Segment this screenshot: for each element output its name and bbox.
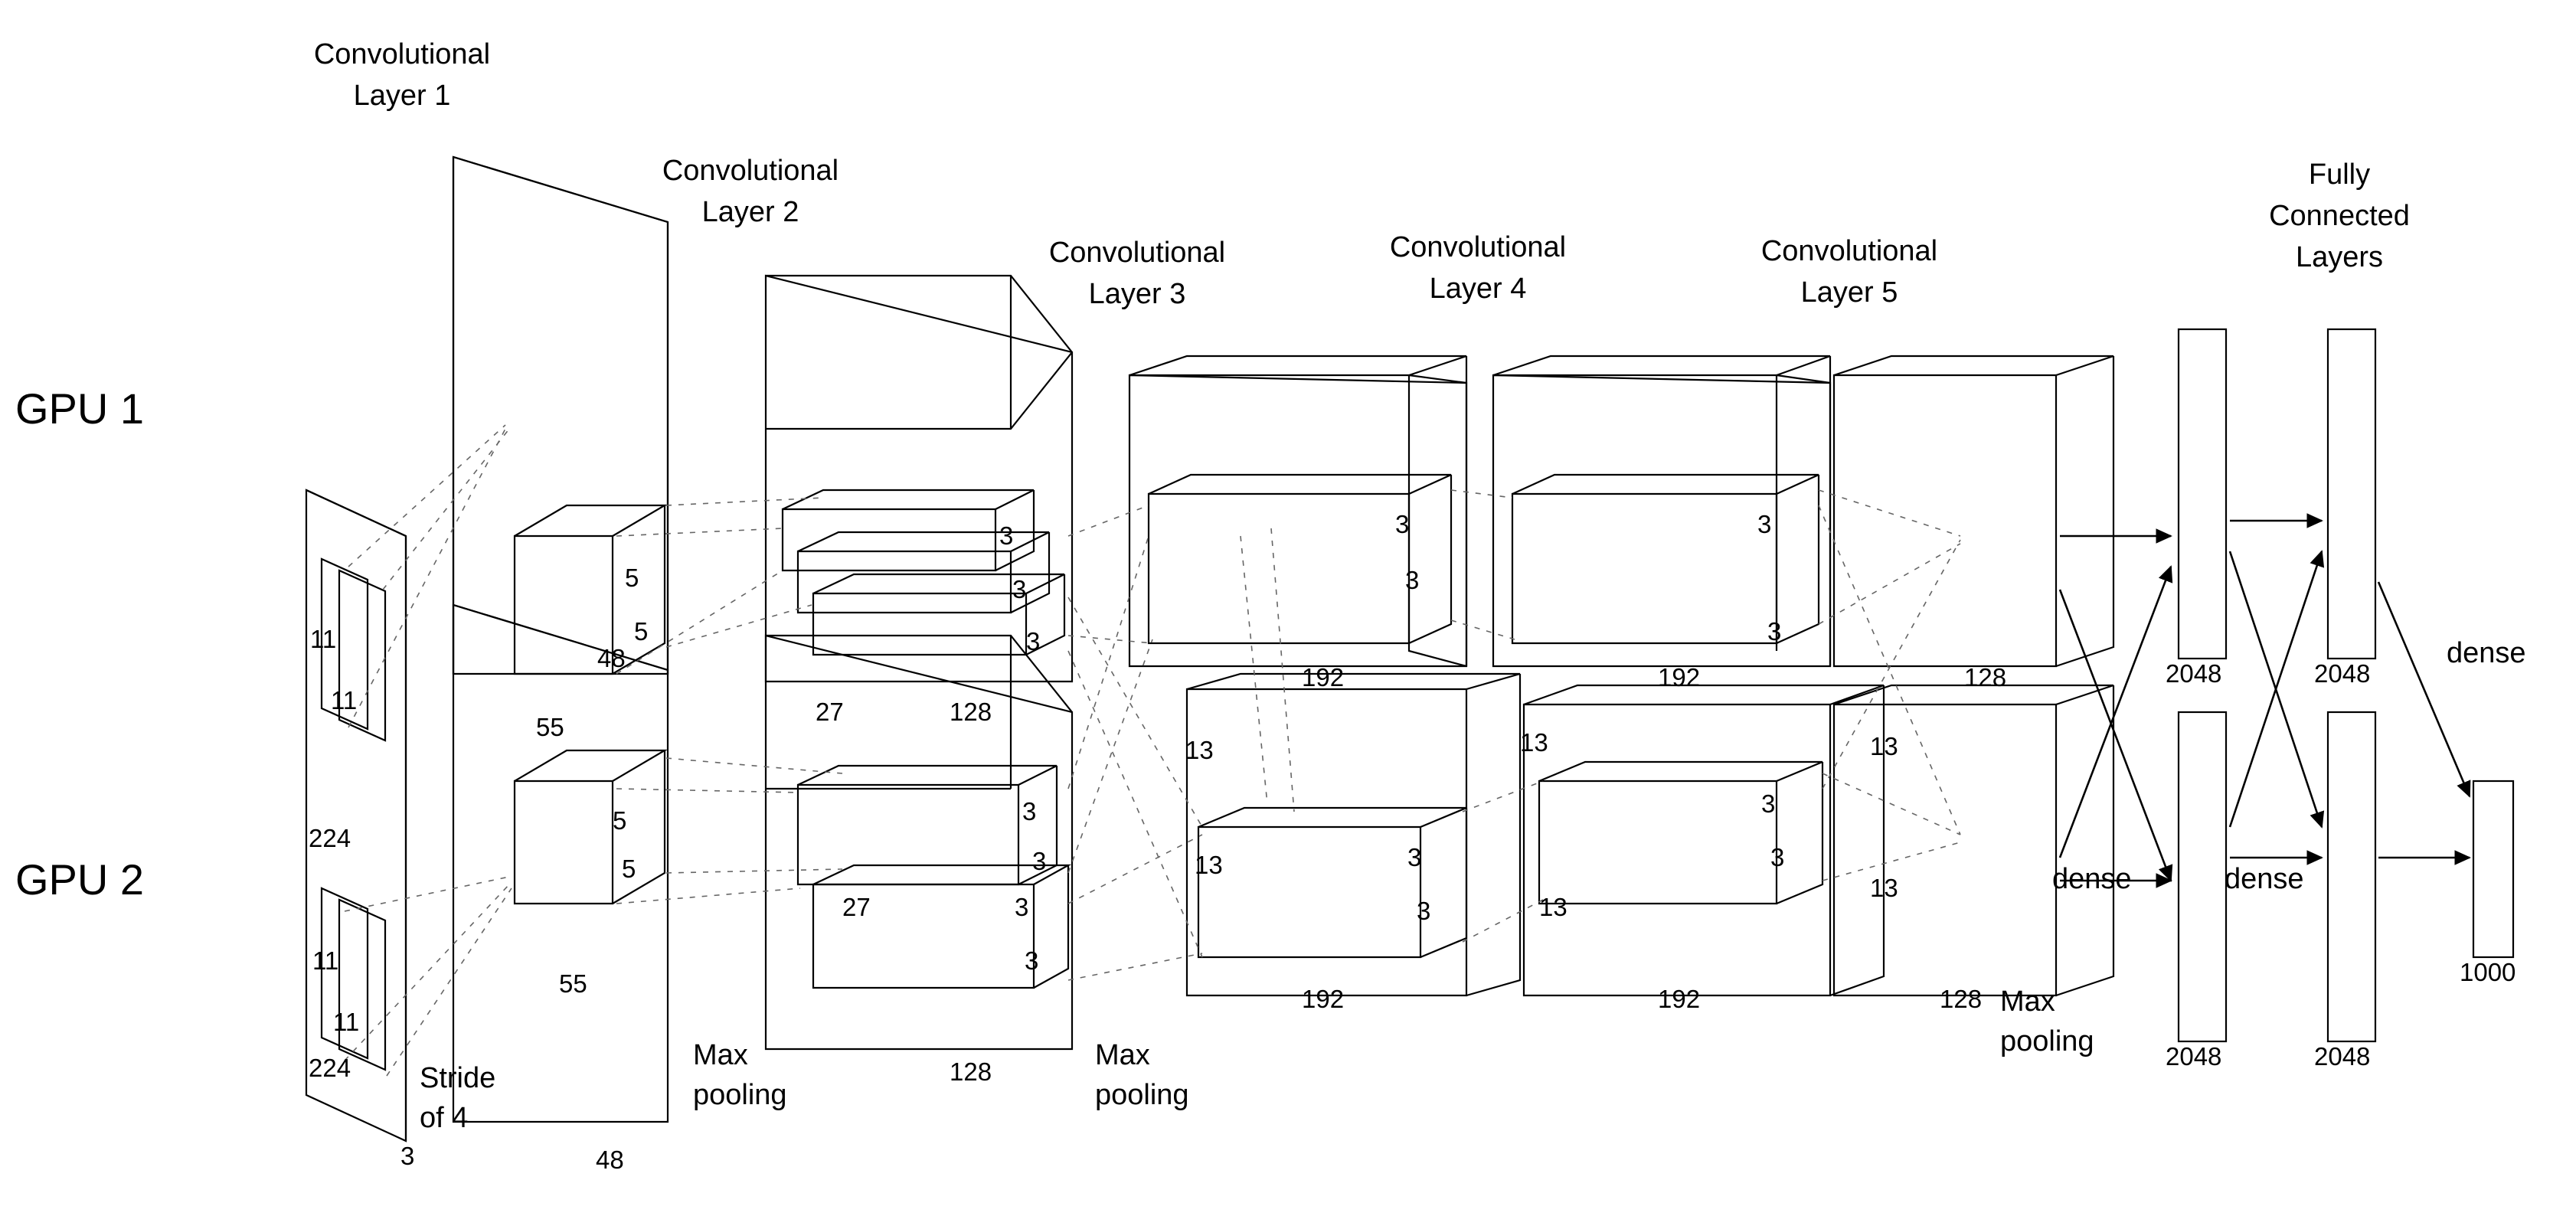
maxpool2-line2: pooling bbox=[1095, 1079, 1189, 1111]
maxpool1-line1: Max bbox=[693, 1039, 748, 1071]
kernel3-gpu1-dim-a: 3 bbox=[999, 521, 1014, 550]
conv3-bottom-depth-label: 192 bbox=[1302, 985, 1345, 1013]
conv2-title-line1: Convolutional bbox=[662, 155, 839, 187]
kernel2-gpu2-dim-a: 5 bbox=[613, 806, 627, 835]
kernel2-gpu1-dim-b: 5 bbox=[634, 617, 649, 646]
kernel3-gpu2-dim-d: 3 bbox=[1025, 946, 1039, 975]
dense-label-3: dense bbox=[2447, 637, 2526, 669]
fc-title-line2: Connected bbox=[2269, 200, 2410, 232]
stride-annotation-line1: Stride bbox=[420, 1062, 496, 1094]
kernel5-gpu2-dim-b: 3 bbox=[1770, 843, 1785, 871]
conv4-bottom-depth-label: 192 bbox=[1658, 985, 1701, 1013]
conv3-bottom-size-label: 13 bbox=[1185, 736, 1214, 764]
dense-label-2: dense bbox=[2225, 863, 2304, 895]
conv3-bottom-block bbox=[1187, 674, 1520, 995]
stride-annotation-line2: of 4 bbox=[420, 1102, 469, 1134]
conv5-title-line1: Convolutional bbox=[1760, 235, 1938, 267]
conv1-title-line1: Convolutional bbox=[313, 38, 491, 70]
kernel3-gpu2-dim-a: 3 bbox=[1022, 797, 1037, 825]
kernel4-gpu2-dim-b: 3 bbox=[1417, 897, 1431, 925]
output-classes-label: 1000 bbox=[2460, 958, 2516, 986]
conv2-size-label: 27 bbox=[842, 893, 871, 921]
kernel3-gpu2-dim-c: 3 bbox=[1015, 893, 1029, 921]
kernel1-gpu1-dim-b: 11 bbox=[331, 686, 358, 714]
kernel3-gpu2-dim-b: 3 bbox=[1032, 847, 1047, 875]
conv1-top-block bbox=[453, 157, 668, 674]
conv2-title-line2: Layer 2 bbox=[701, 196, 799, 228]
kernel3-gpu1-dim-b: 3 bbox=[1012, 575, 1027, 603]
kernel-5x5-gpu1 bbox=[515, 505, 665, 674]
conv4-title-line1: Convolutional bbox=[1389, 231, 1567, 263]
conv4-bottom-block bbox=[1524, 685, 1884, 995]
kernel2-gpu2-dim-b: 5 bbox=[622, 855, 636, 883]
kernel1-gpu1-dim-a: 11 bbox=[310, 625, 337, 653]
conv5-top-depth-label: 128 bbox=[1964, 663, 2007, 691]
conv2-top-depth-label: 128 bbox=[950, 698, 992, 726]
conv5-top-size-label: 13 bbox=[1870, 732, 1898, 760]
fc6-bottom-units: 2048 bbox=[2166, 1042, 2222, 1071]
connection-arrows bbox=[2060, 521, 2470, 881]
conv5-bottom-depth-label: 128 bbox=[1940, 985, 1983, 1013]
fc7-top-column bbox=[2328, 329, 2375, 659]
kernel3-gpu1-dim-c: 3 bbox=[1026, 627, 1041, 655]
conv4-title-line2: Layer 4 bbox=[1429, 273, 1527, 305]
kernel5-gpu1-dim-a: 3 bbox=[1757, 510, 1772, 538]
kernel5-gpu1-dim-b: 3 bbox=[1767, 617, 1782, 646]
maxpool3-line2: pooling bbox=[2000, 1025, 2094, 1057]
fc6-top-column bbox=[2179, 329, 2226, 659]
fc7-bottom-units: 2048 bbox=[2314, 1042, 2371, 1071]
fc7-top-units: 2048 bbox=[2314, 659, 2371, 688]
maxpool3-line1: Max bbox=[2000, 986, 2055, 1018]
input-height-label: 224 bbox=[309, 824, 351, 852]
conv3-top-block bbox=[1129, 356, 1466, 666]
gpu1-label: GPU 1 bbox=[15, 384, 145, 433]
conv5-title-line2: Layer 5 bbox=[1800, 276, 1898, 309]
conv3-top-slabs bbox=[1149, 475, 1451, 643]
conv4-top-depth-label: 192 bbox=[1658, 663, 1701, 691]
conv1-bottom-depth-label: 48 bbox=[596, 1146, 624, 1174]
conv4-bottom-slabs bbox=[1539, 762, 1822, 904]
dense-label-1: dense bbox=[2052, 863, 2132, 895]
fc7-bottom-column bbox=[2328, 712, 2375, 1041]
conv4-inner-size-label: 13 bbox=[1539, 893, 1568, 921]
kernel4-gpu1-dim-a: 3 bbox=[1395, 510, 1410, 538]
kernel2-gpu1-dim-a: 5 bbox=[625, 564, 639, 592]
pool1-size-label: 27 bbox=[816, 698, 844, 726]
input-depth-label: 3 bbox=[400, 1142, 415, 1170]
kernel-5x5-gpu2 bbox=[515, 750, 665, 904]
conv2-top-slabs bbox=[783, 490, 1064, 655]
kernel1-gpu2-dim-b: 11 bbox=[333, 1008, 360, 1036]
fc-title-line3: Layers bbox=[2295, 241, 2384, 273]
conv3-title-line1: Convolutional bbox=[1048, 237, 1226, 269]
kernel1-gpu2-dim-a: 11 bbox=[312, 946, 339, 975]
conv3-top-depth-label: 192 bbox=[1302, 663, 1345, 691]
conv1-top-size-label: 55 bbox=[536, 713, 564, 741]
conv4-size-label: 13 bbox=[1520, 728, 1548, 757]
maxpool2-line1: Max bbox=[1095, 1039, 1150, 1071]
conv3-bottom-slabs bbox=[1198, 808, 1466, 957]
input-image-block bbox=[306, 490, 406, 1141]
conv1-top-depth-label: 48 bbox=[597, 644, 626, 672]
input-width-label: 224 bbox=[309, 1054, 351, 1082]
maxpool1-line2: pooling bbox=[693, 1079, 787, 1111]
conv5-bottom-size-label: 13 bbox=[1870, 874, 1898, 902]
output-column bbox=[2473, 781, 2513, 957]
kernel5-gpu2-dim-a: 3 bbox=[1761, 789, 1776, 818]
kernel4-gpu2-dim-a: 3 bbox=[1407, 843, 1422, 871]
fc-title-line1: Fully bbox=[2308, 159, 2371, 191]
conv1-bottom-size-label: 55 bbox=[559, 969, 587, 998]
conv3-size2-label: 13 bbox=[1195, 851, 1223, 879]
conv1-title-line2: Layer 1 bbox=[353, 80, 451, 112]
fc6-bottom-column bbox=[2179, 712, 2226, 1041]
conv2-bottom-depth-label: 128 bbox=[950, 1057, 992, 1086]
gpu2-label: GPU 2 bbox=[15, 855, 145, 904]
kernel4-gpu1-dim-b: 3 bbox=[1405, 566, 1420, 594]
fc6-top-units: 2048 bbox=[2166, 659, 2222, 688]
conv3-title-line2: Layer 3 bbox=[1088, 278, 1186, 310]
